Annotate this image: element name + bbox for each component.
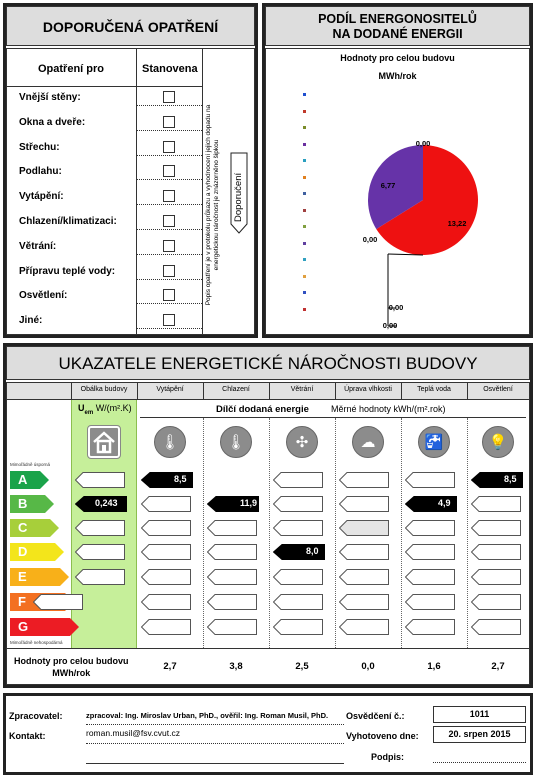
legend-swatch [303, 159, 306, 162]
energy-class-letter: C [18, 520, 28, 535]
indicator-value: 8,0 [306, 546, 319, 556]
measure-checkbox[interactable] [163, 215, 175, 227]
legend-item [303, 224, 309, 229]
recommendation-arrow-label: Doporučení [233, 172, 244, 222]
measure-checkbox[interactable] [163, 141, 175, 153]
total-value: 1,6 [427, 661, 441, 672]
empty-indicator-arrow [339, 544, 389, 565]
uem-label: $U_{em}$ W/(m².K) [78, 403, 132, 416]
empty-indicator-arrow [405, 520, 455, 541]
total-value: 2,7 [491, 661, 505, 672]
chart-legend [294, 92, 346, 328]
indicator-value-marker [75, 496, 127, 517]
empty-indicator-arrow [273, 496, 323, 517]
column-header: Vytápění [156, 386, 184, 393]
measure-label: Chlazení/klimatizaci: [19, 216, 117, 227]
legend-swatch [303, 209, 306, 212]
empty-indicator-arrow [339, 472, 389, 493]
cooling-icon: 🌡 [220, 426, 252, 458]
measure-checkbox[interactable] [163, 240, 175, 252]
empty-indicator-arrow [273, 569, 323, 590]
empty-indicator-arrow [273, 472, 323, 493]
indicator-value-marker [207, 496, 259, 517]
ventilation-icon: ✣ [286, 426, 318, 458]
legend-swatch [303, 176, 306, 179]
energy-class-c [10, 519, 60, 542]
empty-indicator-arrow [75, 520, 125, 541]
measure-checkbox[interactable] [163, 165, 175, 177]
empty-indicator-arrow [405, 619, 455, 640]
pie-data-label: 6,77 [380, 181, 396, 190]
legend-item [303, 290, 309, 295]
partial-energy-label: Dílčí dodaná energie [216, 404, 309, 415]
column-header: Větrání [290, 386, 314, 393]
empty-indicator-arrow [471, 496, 521, 517]
energy-class-letter: D [18, 544, 28, 559]
empty-indicator-arrow [471, 520, 521, 541]
column-header: Teplá voda [417, 386, 451, 393]
pie-data-label: 0,00 [415, 139, 431, 148]
indicator-value: 0,243 [95, 498, 118, 508]
empty-indicator-arrow [207, 569, 257, 590]
pie-data-label: 13,22 [447, 219, 467, 228]
empty-indicator-arrow [141, 594, 191, 615]
column-header: Osvětlení [483, 386, 513, 393]
measure-label: Střechu: [19, 141, 60, 153]
measure-label: Podlahu: [19, 166, 62, 178]
indicator-value-marker [141, 472, 193, 493]
empty-indicator-arrow [471, 544, 521, 565]
measure-checkbox[interactable] [163, 265, 175, 277]
legend-item [303, 208, 309, 213]
energy-class-b [10, 495, 55, 518]
empty-indicator-arrow [339, 619, 389, 640]
measure-label: Osvětlení: [19, 290, 68, 302]
energy-class-g [10, 618, 80, 641]
legend-swatch [303, 110, 306, 113]
empty-indicator-arrow [207, 520, 257, 541]
share-title [265, 6, 530, 46]
pie-data-label: 0,00 [362, 235, 378, 244]
energy-class-e [10, 568, 70, 591]
measure-label: Vytápění: [19, 191, 64, 203]
house-icon [88, 426, 120, 458]
measure-unit-label: Měrné hodnoty kWh/(m².rok) [331, 404, 446, 414]
measure-label: Větrání: [19, 240, 57, 252]
contact-label: Kontakt: [9, 731, 46, 741]
empty-indicator-arrow [339, 594, 389, 615]
measure-label: Jiné: [19, 315, 43, 327]
pie-data-label: 0,00 [388, 303, 404, 312]
scale-bottom-label: Mimořádně nehospodárná [10, 640, 63, 645]
empty-indicator-arrow [141, 569, 191, 590]
signature-box [433, 746, 526, 763]
energy-class-d [10, 543, 65, 566]
indicator-value-marker [405, 496, 457, 517]
legend-item [303, 307, 309, 312]
measures-side-note: Popis opatření je v protokolu průkazu a vyhodnocení jejich dopadu na energetickou náročnost je znázorněno šipkou [205, 104, 220, 306]
measure-label: Vnější stěny: [19, 92, 81, 103]
empty-indicator-arrow [141, 520, 191, 541]
indicators-title: UKAZATELE ENERGETICKÉ NÁROČNOSTI BUDOVY [6, 346, 530, 380]
empty-indicator-arrow [471, 619, 521, 640]
empty-indicator-arrow [405, 472, 455, 493]
indicator-value: 4,9 [438, 498, 451, 508]
column-header: Chlazení [222, 386, 250, 393]
energy-class-letter: F [18, 594, 26, 609]
measure-checkbox[interactable] [163, 190, 175, 202]
empty-indicator-arrow [75, 472, 125, 493]
measure-checkbox[interactable] [163, 289, 175, 301]
legend-item [303, 142, 309, 147]
energy-class-a [10, 471, 50, 494]
empty-indicator-arrow [471, 594, 521, 615]
energy-class-letter: G [18, 619, 29, 634]
legend-item [303, 191, 309, 196]
col-measure-header: Opatření pro [38, 63, 105, 75]
scale-top-label: Mimořádně úsporná [10, 462, 51, 467]
measure-label: Okna a dveře: [19, 116, 86, 128]
legend-swatch [303, 258, 306, 261]
legend-item [303, 257, 309, 262]
legend-swatch [303, 225, 306, 228]
total-value: 0,0 [361, 661, 375, 672]
certificate-value-box: 1011 [433, 706, 526, 723]
humidity-icon: ☁ [352, 426, 384, 458]
share-subtitle: Hodnoty pro celou budovu [340, 53, 455, 63]
empty-indicator-arrow [141, 544, 191, 565]
empty-indicator-arrow [405, 544, 455, 565]
indicator-value-marker [471, 472, 523, 493]
empty-indicator-arrow [405, 594, 455, 615]
empty-indicator-arrow [339, 569, 389, 590]
legend-item [303, 175, 309, 180]
legend-swatch [303, 275, 306, 278]
measure-checkbox[interactable] [163, 314, 175, 326]
empty-indicator-arrow [141, 619, 191, 640]
empty-indicator-arrow [273, 520, 323, 541]
issued-value-box: 20. srpen 2015 [433, 726, 526, 743]
empty-indicator-arrow [75, 569, 125, 590]
empty-indicator-arrow [273, 619, 323, 640]
indicator-value: 8,5 [504, 474, 517, 484]
legend-swatch [303, 192, 306, 195]
signature-label: Podpis: [371, 752, 404, 762]
total-value: 2,5 [295, 661, 309, 672]
certificate-label: Osvědčení č.: [346, 711, 405, 721]
measure-checkbox[interactable] [163, 116, 175, 128]
indicator-value: 11,9 [240, 498, 258, 508]
legend-swatch [303, 308, 306, 311]
pie-chart [350, 130, 530, 330]
legend-item [303, 109, 309, 114]
energy-class-letter: E [18, 569, 27, 584]
empty-indicator-arrow [471, 569, 521, 590]
contact-value: roman.musil@fsv.cvut.cz [86, 728, 180, 738]
legend-swatch [303, 143, 306, 146]
indicator-value-marker [273, 544, 325, 565]
legend-item [303, 274, 309, 279]
empty-indicator-arrow [273, 594, 323, 615]
prepared-label: Zpracovatel: [9, 711, 63, 721]
pie-data-label: 0,00 [382, 321, 398, 330]
empty-indicator-arrow [75, 544, 125, 565]
empty-indicator-arrow [207, 544, 257, 565]
totals-label: Hodnoty pro celou budovu MWh/rok [14, 656, 129, 678]
prepared-value: zpracoval: Ing. Miroslav Urban, PhD., ověřil: Ing. Roman Musil, PhD. [86, 711, 329, 720]
hot-water-icon: 🚰 [418, 426, 450, 458]
empty-indicator-arrow [339, 520, 389, 541]
legend-item [303, 92, 309, 97]
energy-class-letter: A [18, 472, 28, 487]
heating-icon: 🌡 [154, 426, 186, 458]
empty-indicator-arrow [141, 496, 191, 517]
measure-label: Přípravu teplé vody: [19, 265, 116, 277]
legend-item [303, 125, 309, 130]
legend-swatch [303, 93, 306, 96]
empty-indicator-arrow [339, 496, 389, 517]
legend-swatch [303, 291, 306, 294]
issued-label: Vyhotoveno dne: [346, 731, 419, 741]
measures-title: DOPORUČENÁ OPATŘENÍ [6, 6, 255, 46]
total-value: 3,8 [229, 661, 243, 672]
legend-swatch [303, 126, 306, 129]
indicator-value: 8,5 [174, 474, 187, 484]
measure-checkbox[interactable] [163, 91, 175, 103]
share-unit: MWh/rok [378, 71, 417, 81]
col-established-header: Stanovena [142, 63, 198, 75]
share-title-line1: PODÍL ENERGONOSITELŮ [318, 12, 477, 26]
energy-class-letter: B [18, 496, 28, 511]
empty-indicator-arrow [207, 619, 257, 640]
legend-swatch [303, 242, 306, 245]
total-value: 2,7 [163, 661, 177, 672]
empty-indicator-arrow [33, 594, 83, 615]
share-title-line2: NA DODANÉ ENERGII [332, 27, 463, 41]
lighting-icon: 💡 [482, 426, 514, 458]
legend-item [303, 241, 309, 246]
legend-item [303, 158, 309, 163]
column-header: Obálka budovy [80, 386, 128, 393]
empty-indicator-arrow [405, 569, 455, 590]
empty-indicator-arrow [207, 594, 257, 615]
column-header: Úprava vlhkosti [344, 386, 392, 393]
